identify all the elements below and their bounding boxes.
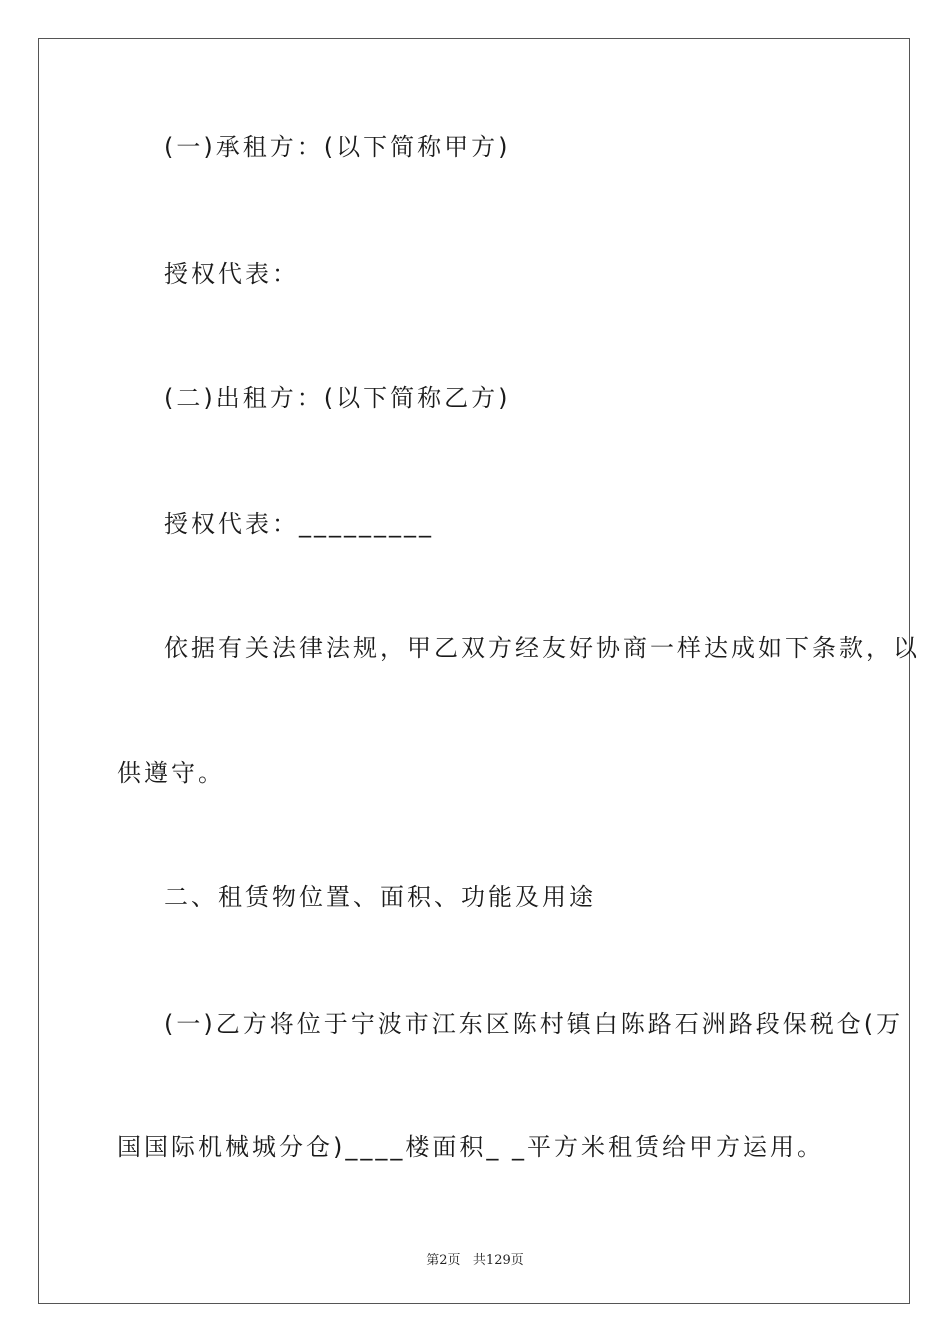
lessor-representative-line: 授权代表：_________ [164,510,434,538]
section-heading: 二、租赁物位置、面积、功能及用途 [164,883,596,911]
page-number-footer: 第2页 共129页 [426,1253,524,1268]
lessee-line: (一)承租方：(以下简称甲方) [164,133,511,161]
lessee-representative-line: 授权代表： [164,260,299,288]
agreement-paragraph-line-1: 依据有关法律法规，甲乙双方经友好协商一样达成如下条款，以 [164,634,920,662]
agreement-paragraph-line-2: 供遵守。 [117,759,225,787]
page-frame [38,38,910,1304]
clause-paragraph-line-2: 国国际机械城分仓)____楼面积_ _平方米租赁给甲方运用。 [117,1133,824,1161]
clause-paragraph-line-1: (一)乙方将位于宁波市江东区陈村镇白陈路石洲路段保税仓(万 [164,1010,904,1038]
lessor-line: (二)出租方：(以下简称乙方) [164,384,511,412]
